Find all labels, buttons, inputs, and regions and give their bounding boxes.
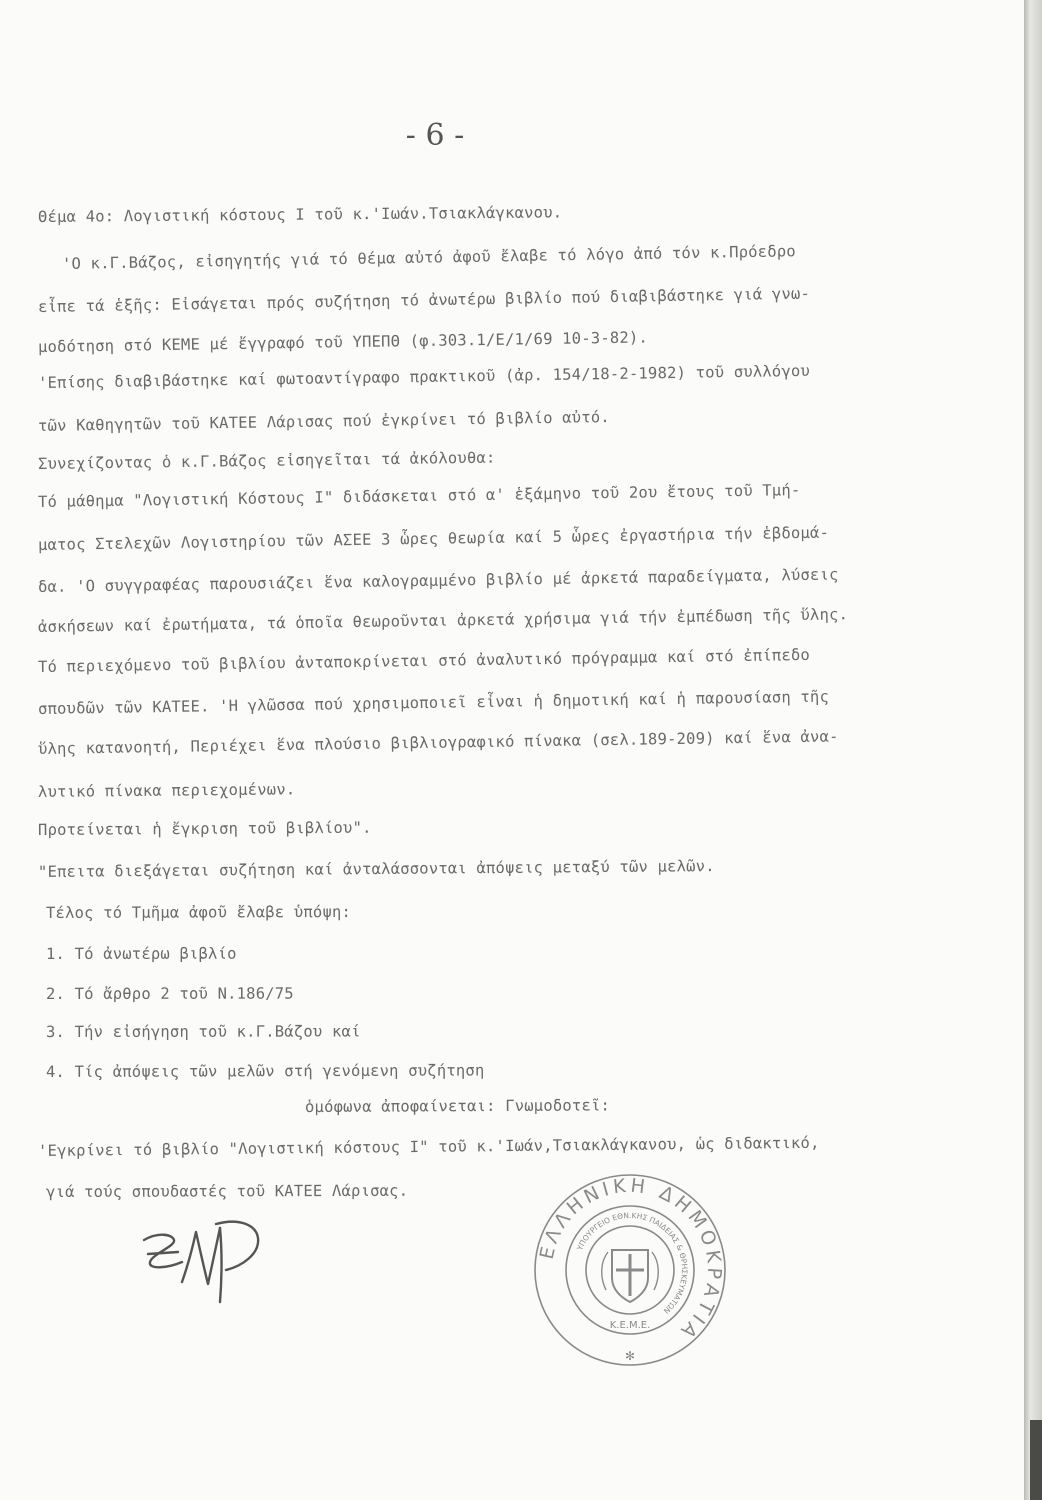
text-line: "Επειτα διεξάγεται συζήτηση καί ἀνταλάσσονται ἀπόψεις μεταξύ τῶν μελῶν.	[37, 857, 715, 881]
text-line: λυτικό πίνακα περιεχομένων.	[37, 780, 296, 801]
text-line: ὕλης κατανοητή, Περιέχει ἕνα πλούσιο βιβλιογραφικό πίνακα (σελ.189-209) καί ἕνα ἀνα-	[37, 727, 839, 758]
text-line: σπουδῶν τῶν ΚΑΤΕΕ. 'Η γλῶσσα πού χρησιμοποιεῖ εἶναι ἡ δημοτική καί ἡ παρουσίαση τῆς	[37, 687, 830, 718]
text-line: Συνεχίζοντας ὁ κ.Γ.Βάζος εἰσηγεῖται τά ἀκόλουθα:	[37, 448, 496, 473]
list-item: 3. Τήν εἰσήγηση τοῦ κ.Γ.Βάζου καί	[45, 1022, 361, 1041]
page-edge	[1024, 0, 1042, 1500]
stamp-inner-text: ΥΠΟΥΡΓΕΙΟ ΕΘΝ.ΚΗΣ ΠΑΙΔΕΙΑΣ & ΘΡΗΣΚΕΥΜΑΤΩΝ	[575, 1210, 690, 1316]
list-item: 2. Τό ἄρθρο 2 τοῦ Ν.186/75	[45, 984, 294, 1003]
text-line: 'Επίσης διαβιβάστηκε καί φωτοαντίγραφο πρακτικοῦ (ἀρ. 154/18-2-1982) τοῦ συλλόγου	[37, 361, 811, 392]
official-stamp	[530, 1170, 730, 1370]
text-line: μοδότηση στό ΚΕΜΕ μέ ἔγγραφό τοῦ ΥΠΕΠΘ (φ.303.1/Ε/1/69 10-3-82).	[37, 328, 649, 356]
text-line: τῶν Καθηγητῶν τοῦ ΚΑΤΕΕ Λάρισας πού ἐγκρίνει τό βιβλίο αὐτό.	[37, 408, 610, 435]
text-line: εἶπε τά ἑξῆς: Εἰσάγεται πρός συζήτηση τό ἀνωτέρω βιβλίο πού διαβιβάστηκε γιά γνω-	[37, 284, 811, 316]
text-line: δα. 'Ο συγγραφέας παρουσιάζει ἕνα καλογραμμένο βιβλίο μέ ἀρκετά παραδείγματα, λύσεις	[37, 565, 839, 596]
star-icon: ✻	[624, 1349, 636, 1363]
text-line: ἀσκήσεων καί ἐρωτήματα, τά ὁποῖα θεωροῦνται ἀρκετά χρήσιμα γιά τήν ἐμπέδωση τῆς ὕλης.	[37, 605, 849, 636]
text-line: 'Ο κ.Γ.Βάζος, εἰσηγητής γιά τό θέμα αὐτό ἀφοῦ ἔλαβε τό λόγο ἀπό τόν κ.Πρόεδρο	[61, 242, 796, 273]
text-line: ματος Στελεχῶν Λογιστηρίου τῶν ΑΣΕΕ 3 ὧρες θεωρία καί 5 ὧρες ἐργαστήρια τήν ἑβδομά-	[37, 523, 830, 554]
text-line: Τέλος τό Τμῆμα ἀφοῦ ἔλαβε ὑπόψη:	[45, 902, 352, 922]
list-item: 1. Τό ἀνωτέρω βιβλίο	[45, 944, 237, 963]
binding-shadow	[1030, 1420, 1042, 1500]
page-number: - 6 -	[405, 118, 465, 153]
text-line: Θέμα 4ο: Λογιστική κόστους Ι τοῦ κ.'Ιωάν.Τσιακλάγκανου.	[37, 203, 563, 226]
stamp-bottom-text: Κ.Ε.Μ.Ε.	[609, 1320, 651, 1331]
text-line: Τό περιεχόμενο τοῦ βιβλίου ἀνταποκρίνεται στό ἀναλυτικό πρόγραμμα καί στό ἐπίπεδο	[37, 645, 811, 676]
text-line: Προτείνεται ἡ ἔγκριση τοῦ βιβλίου".	[37, 818, 372, 839]
decision-heading: ὁμόφωνα ἀποφαίνεται: Γνωμοδοτεῖ:	[304, 1096, 611, 1116]
text-line: Τό μάθημα "Λογιστική Κόστους Ι" διδάσκεται στό α' ἑξάμηνο τοῦ 2ου ἔτους τοῦ Τμή-	[37, 481, 801, 511]
list-item: 4. Τίς ἀπόψεις τῶν μελῶν στή γενόμενη συζήτηση	[45, 1061, 485, 1081]
text-line: 'Εγκρίνει τό βιβλίο "Λογιστική κόστους Ι" τοῦ κ.'Ιωάν,Τσιακλάγκανου, ὡς διδακτικό,	[37, 1133, 820, 1160]
handwritten-signature-icon	[138, 1210, 268, 1305]
stamp-outer-text: ΕΛΛΗΝΙΚΗ ΔΗΜΟΚΡΑΤΙΑ	[535, 1174, 726, 1345]
text-line: γιά τούς σπουδαστές τοῦ ΚΑΤΕΕ Λάρισας.	[45, 1181, 409, 1201]
